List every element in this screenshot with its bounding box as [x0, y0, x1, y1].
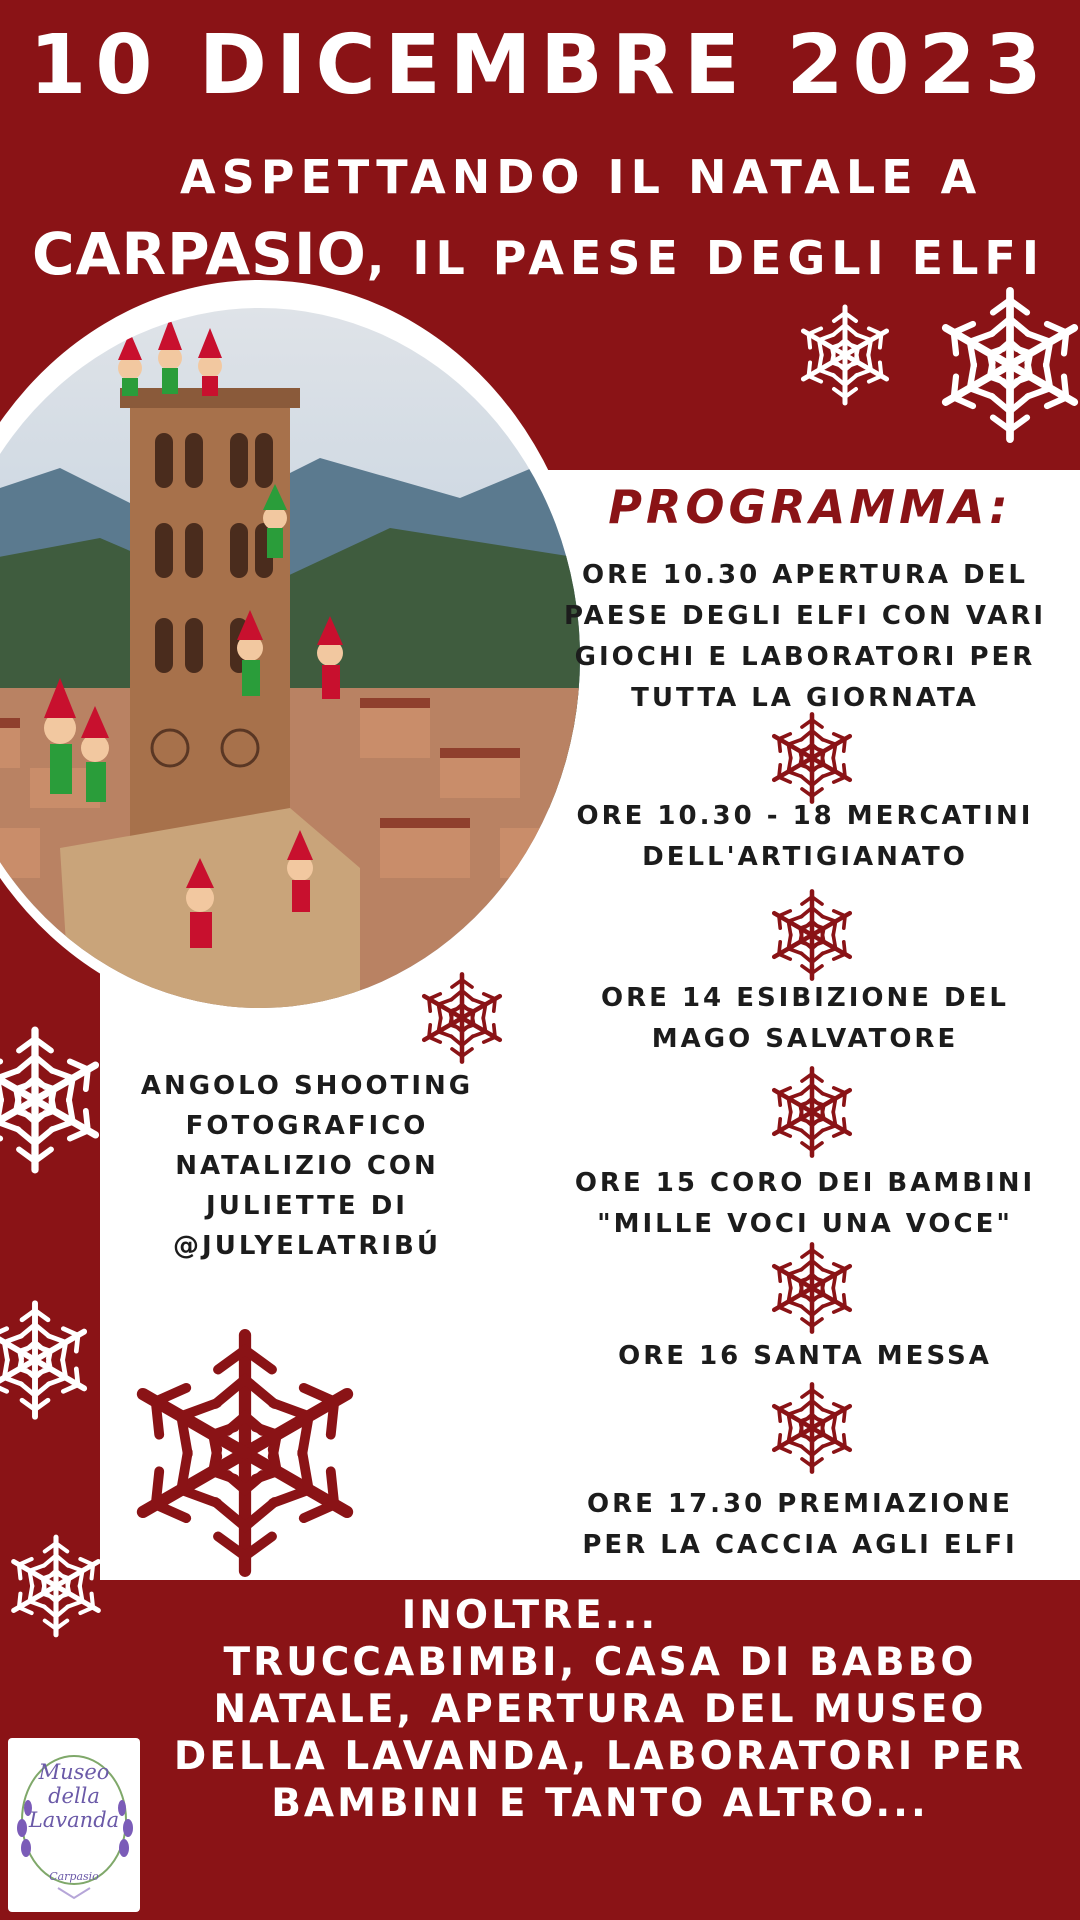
- town-name: CARPASIO: [32, 220, 367, 288]
- programme-item: ORE 17.30 PREMIAZIONE PER LA CACCIA AGLI ELFI: [582, 1489, 1018, 1560]
- photo-shoot-note: ANGOLO SHOOTING FOTOGRAFICO NATALIZIO CON JULIETTE DI @JULYELATRIBÚ: [140, 1071, 474, 1261]
- snowflake-icon: [762, 1238, 862, 1338]
- subtitle-line1: ASPETTANDO IL NATALE A: [180, 150, 983, 204]
- snowflake-icon: [0, 995, 115, 1205]
- snowflake-icon: [762, 1378, 862, 1478]
- subtitle-line2: [32, 220, 1045, 288]
- snowflake-icon: [762, 708, 862, 808]
- programme-item: ORE 16 SANTA MESSA: [618, 1341, 992, 1371]
- snowflake-icon: [762, 885, 862, 985]
- logo-small-text: Carpasio: [49, 1870, 99, 1883]
- snowflake-icon: [95, 1318, 395, 1588]
- snowflake-icon: [790, 300, 900, 410]
- snowflake-icon: [412, 968, 512, 1068]
- event-date: 10 DICEMBRE 2023: [29, 18, 1051, 113]
- snowflake-icon: [0, 1285, 100, 1435]
- footer-heading: INOLTRE...: [401, 1593, 659, 1638]
- logo-line: Lavanda: [28, 1808, 120, 1832]
- programme-item: ORE 10.30 APERTURA DEL PAESE DEGLI ELFI CON VARI GIOCHI E LABORATORI PER TUTTA LA GIORNATA: [563, 560, 1047, 713]
- programme-title: PROGRAMMA:: [608, 480, 1012, 534]
- snowflake-icon: [762, 1062, 862, 1162]
- logo-line: della: [48, 1784, 100, 1808]
- museum-logo: [8, 1738, 140, 1912]
- programme-item: ORE 15 CORO DEI BAMBINI "MILLE VOCI UNA VOCE": [574, 1168, 1036, 1239]
- programme-item: ORE 14 ESIBIZIONE DEL MAGO SALVATORE: [601, 983, 1009, 1054]
- footer-body: TRUCCABIMBI, CASA DI BABBO NATALE, APERTURA DEL MUSEO DELLA LAVANDA, LABORATORI PER BAMBINI E TANTO ALTRO...: [173, 1640, 1027, 1826]
- subtitle-line2-rest: , IL PAESE DEGLI ELFI: [366, 231, 1045, 285]
- programme-item: ORE 10.30 - 18 MERCATINI DELL'ARTIGIANATO: [576, 801, 1034, 872]
- footer-text: [130, 1592, 1070, 1827]
- snowflake-icon: [925, 280, 1080, 450]
- logo-text: [8, 1760, 140, 1832]
- logo-line: Museo: [38, 1760, 110, 1784]
